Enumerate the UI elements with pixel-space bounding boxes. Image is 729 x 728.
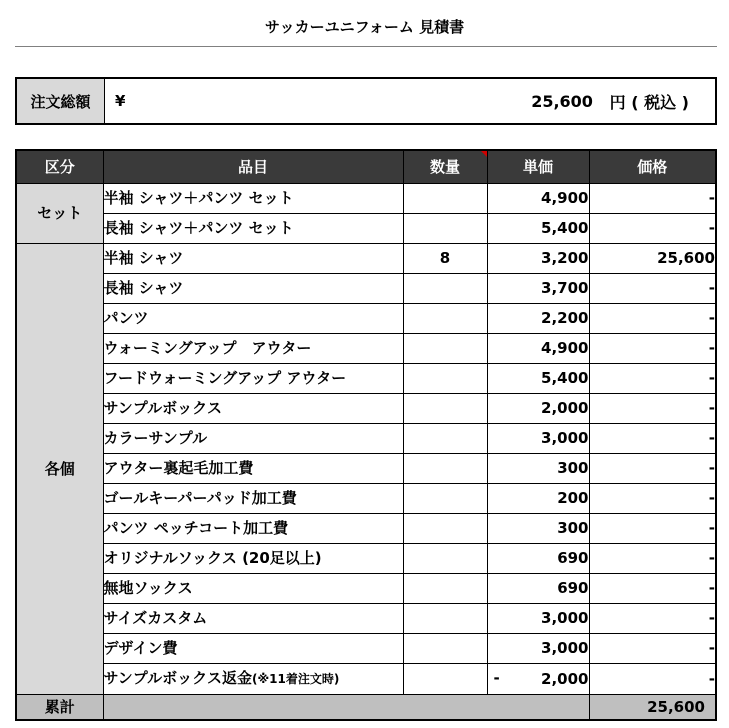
item-cell[interactable]: 無地ソックス (103, 574, 403, 604)
header-category: 区分 (16, 150, 103, 184)
item-cell[interactable]: オリジナルソックス (20足以上) (103, 544, 403, 574)
unit-price-cell[interactable]: 690 (487, 544, 589, 574)
price-cell[interactable]: - (589, 604, 716, 634)
title-divider (15, 46, 717, 47)
item-cell[interactable]: 半袖 シャツ＋パンツ セット (103, 184, 403, 214)
category-each: 各個 (16, 244, 103, 695)
unit-price-cell[interactable]: 2,200 (487, 304, 589, 334)
item-cell[interactable]: 長袖 シャツ (103, 274, 403, 304)
table-row (16, 454, 716, 484)
qty-cell[interactable] (403, 334, 487, 364)
unit-price-cell[interactable]: 4,900 (487, 184, 589, 214)
category-set: セット (16, 184, 103, 244)
table-row (16, 544, 716, 574)
qty-cell[interactable] (403, 394, 487, 424)
sum-spacer (103, 695, 589, 721)
unit-price-cell[interactable]: 5,400 (487, 364, 589, 394)
qty-cell[interactable] (403, 304, 487, 334)
qty-cell[interactable] (403, 214, 487, 244)
unit-price-cell[interactable]: 4,900 (487, 334, 589, 364)
header-price: 価格 (589, 150, 716, 184)
header-qty (403, 150, 487, 184)
qty-cell[interactable] (403, 364, 487, 394)
page-title: サッカーユニフォーム 見積書 (264, 18, 465, 36)
table-row (16, 574, 716, 604)
qty-cell[interactable]: 8 (403, 244, 487, 274)
price-cell[interactable]: - (589, 454, 716, 484)
qty-cell[interactable] (403, 484, 487, 514)
qty-cell[interactable] (403, 514, 487, 544)
order-total-amount[interactable] (235, 79, 715, 123)
table-row (16, 664, 716, 695)
table-row (16, 364, 716, 394)
qty-cell[interactable] (403, 424, 487, 454)
item-cell[interactable]: サンプルボックス (103, 394, 403, 424)
order-total-value: 25,600 (531, 91, 593, 111)
table-row (16, 244, 716, 274)
price-cell[interactable]: - (589, 634, 716, 664)
qty-cell[interactable] (403, 634, 487, 664)
comment-indicator-icon (481, 151, 487, 157)
price-cell[interactable]: - (589, 394, 716, 424)
item-cell[interactable]: 半袖 シャツ (103, 244, 403, 274)
sum-value[interactable]: 25,600 (589, 695, 716, 721)
unit-price-cell[interactable]: 3,000 (487, 634, 589, 664)
item-cell[interactable]: パンツ (103, 304, 403, 334)
qty-cell[interactable] (403, 454, 487, 484)
unit-price-cell[interactable]: 3,000 (487, 604, 589, 634)
price-cell[interactable]: - (589, 364, 716, 394)
qty-cell[interactable] (403, 274, 487, 304)
item-cell[interactable]: フードウォーミングアップ アウター (103, 364, 403, 394)
order-total-box (15, 77, 717, 125)
table-row (16, 484, 716, 514)
price-cell[interactable]: - (589, 334, 716, 364)
unit-price-cell[interactable] (487, 664, 589, 695)
qty-cell[interactable] (403, 574, 487, 604)
item-cell[interactable] (103, 664, 403, 695)
unit-price-cell[interactable]: 5,400 (487, 214, 589, 244)
order-total-label: 注文総額 (17, 79, 105, 123)
sum-row (16, 695, 716, 721)
item-cell[interactable]: 長袖 シャツ＋パンツ セット (103, 214, 403, 244)
price-cell[interactable]: - (589, 484, 716, 514)
header-item: 品目 (103, 150, 403, 184)
price-cell[interactable]: - (589, 574, 716, 604)
table-row (16, 274, 716, 304)
qty-cell[interactable] (403, 604, 487, 634)
table-row (16, 514, 716, 544)
unit-price-cell[interactable]: 3,200 (487, 244, 589, 274)
table-row (16, 604, 716, 634)
unit-price-cell[interactable]: 3,700 (487, 274, 589, 304)
unit-price-cell[interactable]: 3,000 (487, 424, 589, 454)
table-row (16, 184, 716, 214)
qty-cell[interactable] (403, 544, 487, 574)
qty-cell[interactable] (403, 184, 487, 214)
unit-price-cell[interactable]: 2,000 (487, 394, 589, 424)
order-total-unit: 円 ( 税込 ) (609, 92, 689, 112)
item-cell[interactable]: ウォーミングアップ アウター (103, 334, 403, 364)
unit-price-cell[interactable]: 690 (487, 574, 589, 604)
price-cell[interactable]: - (589, 184, 716, 214)
price-cell[interactable]: 25,600 (589, 244, 716, 274)
header-unit-price: 単価 (487, 150, 589, 184)
item-cell[interactable]: パンツ ペッチコート加工費 (103, 514, 403, 544)
sum-label: 累計 (16, 695, 103, 721)
price-cell[interactable]: - (589, 544, 716, 574)
price-cell[interactable]: - (589, 304, 716, 334)
unit-price-value: 2,000 (541, 669, 589, 688)
price-cell[interactable]: - (589, 514, 716, 544)
negative-sign: - (493, 669, 500, 687)
unit-price-cell[interactable]: 300 (487, 454, 589, 484)
unit-price-cell[interactable]: 300 (487, 514, 589, 544)
table-row (16, 394, 716, 424)
price-cell[interactable]: - (589, 274, 716, 304)
item-cell[interactable]: サイズカスタム (103, 604, 403, 634)
price-cell[interactable]: - (589, 424, 716, 454)
item-label: サンプルボックス返金 (103, 669, 253, 687)
table-header-row (16, 150, 716, 184)
item-cell[interactable]: ゴールキーパーパッド加工費 (103, 484, 403, 514)
item-cell[interactable]: デザイン費 (103, 634, 403, 664)
item-cell[interactable]: アウター裏起毛加工費 (103, 454, 403, 484)
unit-price-cell[interactable]: 200 (487, 484, 589, 514)
qty-cell[interactable] (403, 664, 487, 695)
price-cell[interactable]: - (589, 214, 716, 244)
table-row (16, 304, 716, 334)
table-row (16, 214, 716, 244)
table-row (16, 424, 716, 454)
price-cell[interactable]: - (589, 664, 716, 695)
item-note: (※11着注文時) (252, 672, 340, 686)
table-row (16, 634, 716, 664)
yen-symbol: ¥ (115, 92, 126, 110)
table-row (16, 334, 716, 364)
estimate-table (15, 149, 717, 721)
item-cell[interactable]: カラーサンプル (103, 424, 403, 454)
header-qty-label: 数量 (429, 158, 460, 176)
